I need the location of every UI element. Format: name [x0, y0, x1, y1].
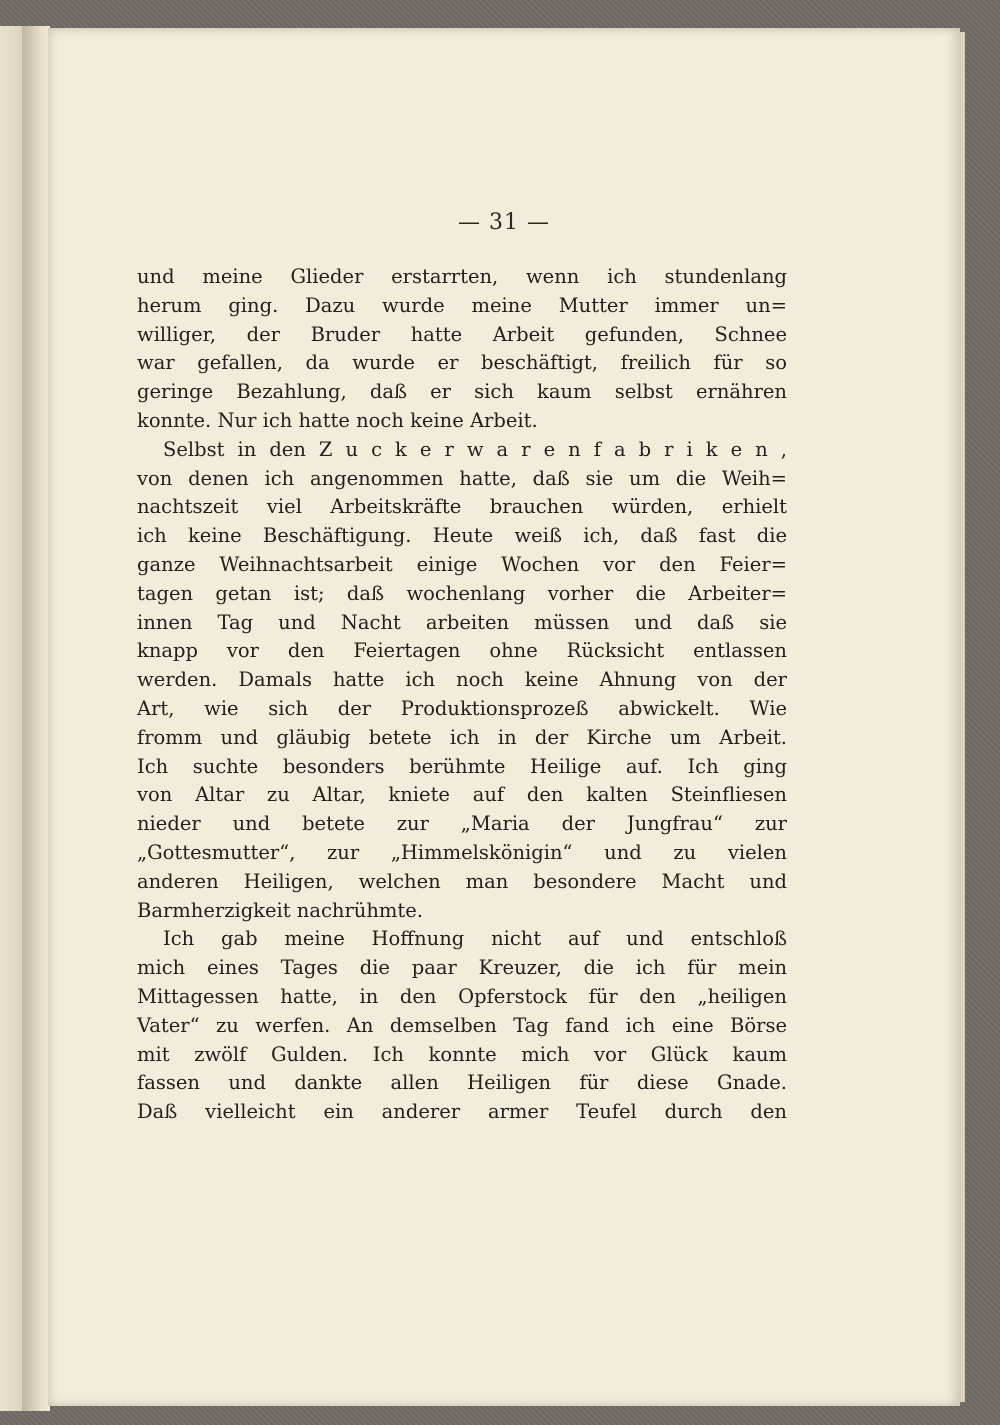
- text-line: von Altar zu Altar, kniete auf den kalten Steinfliesen: [137, 783, 787, 807]
- text-line: fassen und dankte allen Heiligen für diese Gnade.: [137, 1071, 787, 1095]
- text-line: war gefallen, da wurde er beschäftigt, freilich für so: [137, 351, 787, 375]
- text-line: mit zwölf Gulden. Ich konnte mich vor Glück kaum: [137, 1042, 787, 1066]
- text-line: tagen getan ist; daß wochenlang vorher die Arbeiter=: [137, 581, 787, 605]
- paragraph-start-line: Ich gab meine Hoffnung nicht auf und entschloß: [163, 927, 787, 951]
- text-line: knapp vor den Feiertagen ohne Rücksicht entlassen: [137, 639, 787, 663]
- text-line: nachtszeit viel Arbeitskräfte brauchen würden, erhielt: [137, 495, 787, 519]
- text-line: Art, wie sich der Produktionsprozeß abwickelt. Wie: [137, 696, 787, 720]
- text-line: ich keine Beschäftigung. Heute weiß ich, daß fast die: [137, 524, 787, 548]
- book-gutter: [22, 26, 50, 1411]
- text-line: geringe Bezahlung, daß er sich kaum selbst ernähren: [137, 380, 787, 404]
- text-line: werden. Damals hatte ich noch keine Ahnung von der: [137, 668, 787, 692]
- text-line: Daß vielleicht ein anderer armer Teufel durch den: [137, 1100, 787, 1124]
- text-line: herum ging. Dazu wurde meine Mutter immer un=: [137, 293, 787, 317]
- text-line: Ich suchte besonders berühmte Heilige auf. Ich ging: [137, 754, 787, 778]
- text-line: und meine Glieder erstarrten, wenn ich stundenlang: [137, 265, 787, 288]
- text-line: „Gottesmutter“, zur „Himmelskönigin“ und zu vielen: [137, 840, 787, 864]
- text-line: Mittagessen hatte, in den Opferstock für den „heiligen: [137, 984, 787, 1008]
- text-line: fromm und gläubig betete ich in der Kirche um Arbeit.: [137, 725, 787, 749]
- text-line: mich eines Tages die paar Kreuzer, die ich für mein: [137, 956, 787, 980]
- book-page: [48, 28, 960, 1406]
- text-line: innen Tag und Nacht arbeiten müssen und daß sie: [137, 610, 787, 634]
- page-number: — 31 —: [458, 210, 550, 235]
- text-line: anderen Heiligen, welchen man besondere Macht und: [137, 869, 787, 893]
- text-line: ganze Weihnachtsarbeit einige Wochen vor den Feier=: [137, 552, 787, 576]
- text-line: williger, der Bruder hatte Arbeit gefunden, Schnee: [137, 322, 787, 346]
- text-line: Barmherzigkeit nachrühmte.: [137, 898, 423, 922]
- left-page-edge: [0, 26, 23, 1411]
- body-text: [137, 263, 787, 1127]
- text-line: konnte. Nur ich hatte noch keine Arbeit.: [137, 408, 538, 432]
- text-line: Vater“ zu werfen. An demselben Tag fand ich eine Börse: [137, 1013, 787, 1037]
- text-line: von denen ich angenommen hatte, daß sie um die Weih=: [137, 466, 787, 490]
- paragraph-start-line: Selbst in den Z u c k e r w a r e n f a b r i k e n ,: [163, 437, 787, 461]
- text-line: nieder und betete zur „Maria der Jungfrau“ zur: [137, 812, 787, 836]
